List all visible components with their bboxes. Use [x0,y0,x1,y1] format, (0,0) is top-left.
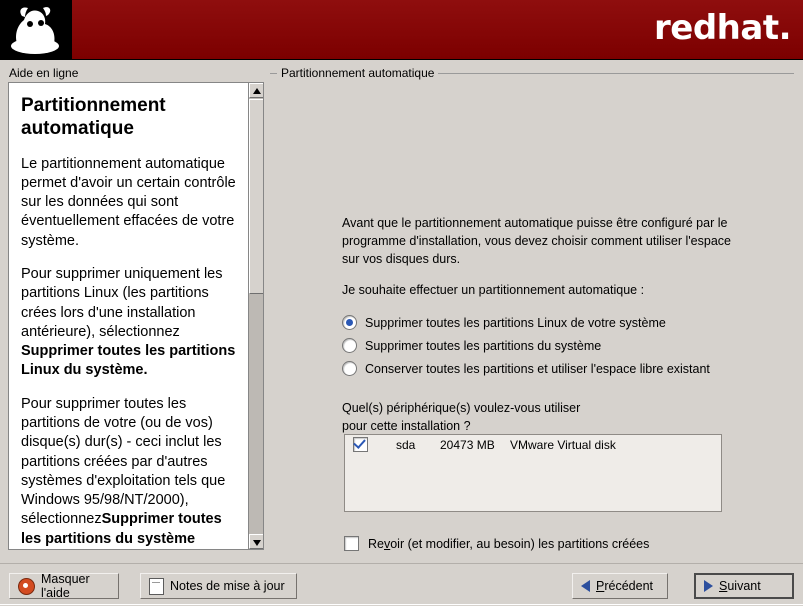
radio-option-keep-all[interactable] [342,358,710,379]
radio-label-keep-all: Conserver toutes les partitions et utiliser l'espace libre existant [365,361,710,376]
help-paragraph-2-text: Pour supprimer uniquement les partitions Linux (les partitions crées lors d'une installation antérieure), sélectionnez [21,266,223,340]
radio-option-remove-linux[interactable] [342,312,710,333]
footer-bar [0,563,803,606]
device-model: VMware Virtual disk [510,437,616,452]
device-question-line1: Quel(s) périphérique(s) voulez-vous utiliser [342,401,581,415]
main-pane-label: Partitionnement automatique [277,66,438,80]
help-bold-2: Supprimer toutes les partitions du système [21,511,222,547]
radio-icon-remove-linux[interactable] [342,315,357,330]
review-partitions-label: Revoir (et modifier, au besoin) les partitions créées [368,536,650,551]
device-question-line2: pour cette installation ? [342,418,471,433]
header-banner [0,0,803,60]
next-label: Suivant [719,579,761,593]
help-paragraph-3 [21,395,237,549]
intro-text: Avant que le partitionnement automatique puisse être configuré par le programme d'installation, vous devez choisir comment utiliser l'espace sur vos disques durs. [342,216,731,267]
header-logo-block [0,0,72,60]
help-pane-label: Aide en ligne [9,66,79,80]
radio-icon-keep-all[interactable] [342,361,357,376]
help-bold-1: Supprimer toutes les partitions Linux du système. [21,343,236,379]
device-question [342,400,580,435]
help-icon [18,578,35,595]
help-text [9,83,249,549]
back-label: Précédent [596,579,653,593]
chevron-up-icon [253,88,261,94]
radio-option-remove-all[interactable] [342,335,710,356]
scroll-down-button[interactable] [249,534,264,549]
body-area [0,60,803,563]
device-row[interactable] [345,435,721,454]
release-notes-label: Notes de mise à jour [170,579,285,593]
arrow-right-icon [704,580,713,592]
arrow-left-icon [581,580,590,592]
chevron-down-icon [253,540,261,546]
partition-question: Je souhaite effectuer un partitionnement automatique : [342,283,645,297]
hide-help-button[interactable] [9,573,119,599]
main-pane [270,73,794,550]
device-list[interactable] [344,434,722,512]
review-partitions-checkbox[interactable] [344,536,359,551]
redhat-wordmark [654,8,791,48]
radio-label-remove-all: Supprimer toutes les partitions du système [365,338,602,353]
scroll-up-button[interactable] [249,83,264,98]
shadowman-icon [8,4,64,56]
release-notes-button[interactable] [140,573,297,599]
device-size: 20473 MB [440,437,495,452]
device-name: sda [396,437,416,452]
partition-options-group [342,312,710,381]
next-button[interactable] [694,573,794,599]
radio-label-remove-linux: Supprimer toutes les partitions Linux de votre système [365,315,666,330]
help-paragraph-2 [21,265,237,381]
help-pane [8,82,264,550]
brand-dot: . [778,8,791,48]
hide-help-label: Masquer l'aide [41,572,90,600]
scrollbar-thumb[interactable] [249,99,264,294]
device-checkbox-sda[interactable] [353,437,368,452]
radio-icon-remove-all[interactable] [342,338,357,353]
back-button[interactable] [572,573,668,599]
document-icon [149,578,164,595]
help-title: Partitionnement automatique [21,95,166,139]
help-paragraph-1: Le partitionnement automatique permet d'avoir un certain contrôle sur les données qui sont éventuellement effacées de votre système. [21,155,236,249]
brand-text: redhat [654,8,779,48]
help-paragraph-3-text: Pour supprimer toutes les partitions de votre (ou de vos) disque(s) dur(s) - ceci inclut les partitions créées par d'autres systèmes d'exploitation tels que Windows 95/98/NT/2000), sélectionnez [21,395,226,528]
help-scrollbar[interactable] [248,83,263,549]
review-partitions-row[interactable] [344,536,649,551]
